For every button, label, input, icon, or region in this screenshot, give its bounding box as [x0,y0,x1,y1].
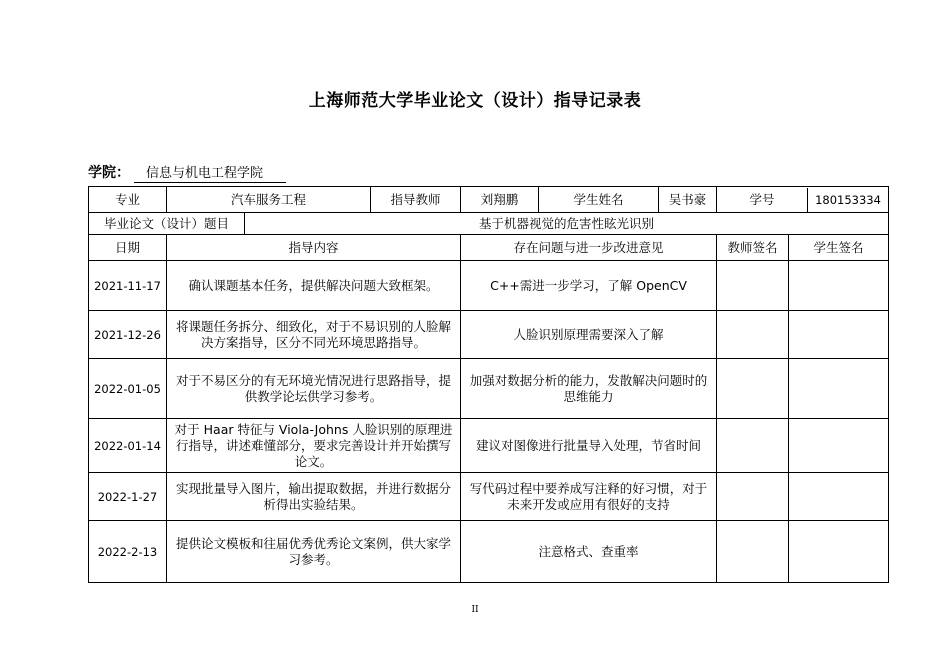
teacher-sign-cell[interactable] [717,473,789,521]
table-row [89,359,889,419]
header-content: 指导内容 [167,235,461,261]
teacher-sign-cell[interactable] [717,261,789,311]
major-label: 专业 [89,187,167,213]
student-id-cell [717,187,889,213]
advisor-label: 指导教师 [371,187,461,213]
student-name-value: 吴书豪 [659,187,717,213]
record-content: 将课题任务拆分、细致化，对于不易识别的人脸解决方案指导，区分不同光环境思路指导。 [167,311,461,359]
advisor-value: 刘翔鹏 [461,187,539,213]
table-row [89,521,889,583]
record-issues: C++需进一步学习，了解 OpenCV [461,261,717,311]
record-content: 对于不易区分的有无环境光情况进行思路指导，提供教学论坛供学习参考。 [167,359,461,419]
student-sign-cell[interactable] [789,359,889,419]
college-label: 学院： [88,165,130,181]
teacher-sign-cell[interactable] [717,419,789,473]
header-row [89,235,889,261]
student-id-label: 学号 [717,188,808,212]
topic-row [89,213,889,235]
record-date: 2022-1-27 [89,473,167,521]
header-student-sign: 学生签名 [789,235,889,261]
record-content: 提供论文模板和往届优秀优秀论文案例，供大家学习参考。 [167,521,461,583]
record-issues: 加强对数据分析的能力，发散解决问题时的思维能力 [461,359,717,419]
student-sign-cell[interactable] [789,521,889,583]
record-issues: 人脸识别原理需要深入了解 [461,311,717,359]
record-issues: 写代码过程中要养成写注释的好习惯，对于未来开发或应用有很好的支持 [461,473,717,521]
record-date: 2021-12-26 [89,311,167,359]
college-value: 信息与机电工程学院 [134,166,286,183]
student-name-label: 学生姓名 [539,187,659,213]
table-row [89,473,889,521]
topic-label: 毕业论文（设计）题目 [89,213,245,235]
header-teacher-sign: 教师签名 [717,235,789,261]
record-issues: 注意格式、查重率 [461,521,717,583]
college-line [88,162,286,183]
record-content: 确认课题基本任务，提供解决问题大致框架。 [167,261,461,311]
info-row [89,187,889,213]
record-date: 2022-2-13 [89,521,167,583]
student-sign-cell[interactable] [789,311,889,359]
table-row [89,261,889,311]
header-date: 日期 [89,235,167,261]
topic-value: 基于机器视觉的危害性眩光识别 [245,213,889,235]
teacher-sign-cell[interactable] [717,311,789,359]
record-content: 对于 Haar 特征与 Viola-Johns 人脸识别的原理进行指导，讲述难懂部分，要求完善设计并开始撰写论文。 [167,419,461,473]
student-sign-cell[interactable] [789,419,889,473]
table-row [89,311,889,359]
record-date: 2022-01-05 [89,359,167,419]
document-title: 上海师范大学毕业论文（设计）指导记录表 [308,91,642,111]
table-row [89,419,889,473]
record-date: 2022-01-14 [89,419,167,473]
student-sign-cell[interactable] [789,473,889,521]
student-sign-cell[interactable] [789,261,889,311]
page-number: II [471,605,479,615]
student-id-value: 180153334 [815,192,881,207]
major-value: 汽车服务工程 [167,187,371,213]
record-issues: 建议对图像进行批量导入处理，节省时间 [461,419,717,473]
teacher-sign-cell[interactable] [717,359,789,419]
teacher-sign-cell[interactable] [717,521,789,583]
guidance-record-table [88,186,889,583]
record-content: 实现批量导入图片，输出提取数据，并进行数据分析得出实验结果。 [167,473,461,521]
record-date: 2021-11-17 [89,261,167,311]
header-issues: 存在问题与进一步改进意见 [461,235,717,261]
